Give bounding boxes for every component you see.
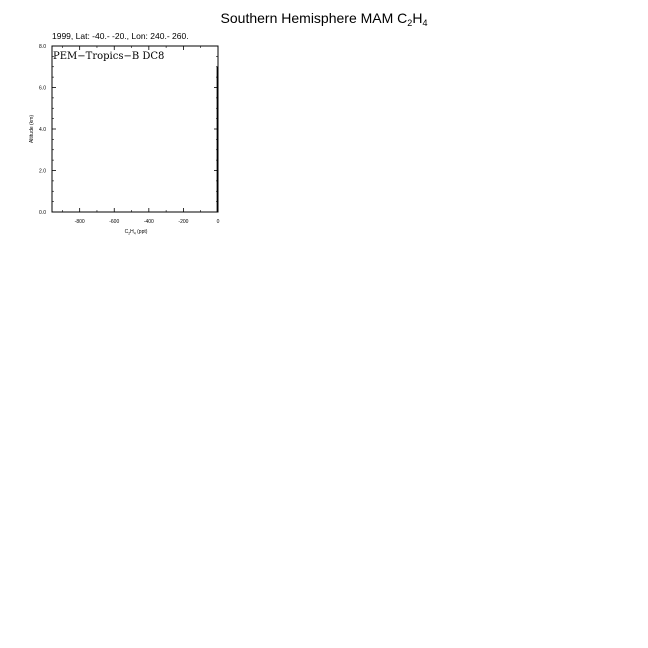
x-tick-label: -800 [74, 219, 85, 225]
chart-title: Southern Hemisphere MAM $C_2H_4$ [220, 10, 428, 28]
plot-frame [52, 46, 218, 212]
x-tick-label: -400 [143, 219, 154, 225]
y-axis-label: Altitude (km) [29, 114, 35, 144]
y-axis [39, 44, 218, 216]
y-tick-label: 8.0 [39, 44, 46, 50]
y-tick-label: 2.0 [39, 168, 46, 175]
x-axis-label: $C_2H_4$ (ppt) [124, 229, 148, 236]
x-tick-label: -200 [178, 219, 189, 225]
x-axis [62, 46, 219, 225]
x-tick-label: 0 [216, 219, 220, 225]
y-tick-label: 0.0 [39, 210, 46, 216]
y-tick-label: 6.0 [39, 85, 46, 92]
x-tick-label: -600 [109, 219, 120, 225]
y-tick-label: 4.0 [39, 127, 46, 133]
mission-label: PEM−Tropics−B DC8 [53, 51, 165, 62]
chart-subtitle: 1999, Lat: -40.- -20., Lon: 240.- 260. [52, 31, 189, 41]
